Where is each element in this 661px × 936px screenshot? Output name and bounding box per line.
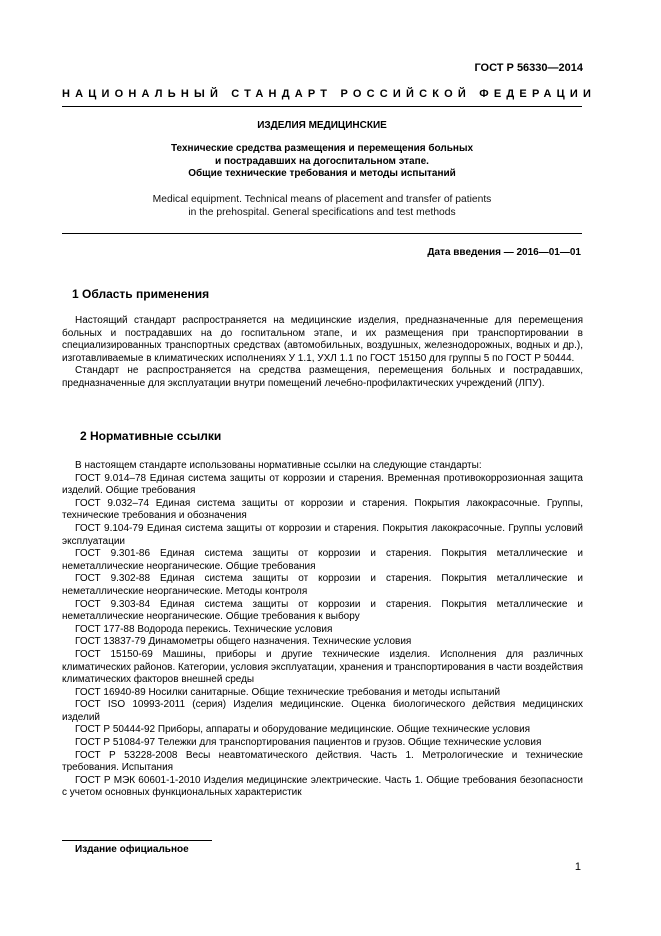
paragraph: Настоящий стандарт распространяется на медицинские изделия, предназначенные для перемещения больных и пострадавших на до госпитальном этапе, и их размещения при транспортировании в специализированных транспортных средствах (автомобильных, воздушных, железнодорожных, водных и др.), изготавливаемые в климатических исполнениях У 1.1, УХЛ 1.1 по ГОСТ 15150 для группы 5 по ГОСТ Р 50444. (62, 315, 583, 364)
footer-rule (62, 840, 212, 841)
reference-item: ГОСТ 9.302-88 Единая система защиты от коррозии и старения. Покрытия металлические и неметаллические неорганические. Методы контроля (62, 573, 583, 597)
reference-item: ГОСТ Р МЭК 60601-1-2010 Изделия медицинские электрические. Часть 1. Общие требования безопасности с учетом основных функциональных характеристик (62, 774, 583, 799)
subtitle-line-2: и пострадавших на догоспитальном этапе. (215, 155, 429, 167)
reference-item: ГОСТ 9.301-86 Единая система защиты от коррозии и старения. Покрытия металлические и неметаллические неорганические. Общие требования (62, 548, 583, 572)
reference-item: ГОСТ 9.032–74 Единая система защиты от коррозии и старения. Покрытия лакокрасочные. Группы, технические требования и обозначения (62, 497, 583, 522)
document-subtitle (62, 143, 582, 181)
paragraph: Стандарт не распространяется на средства размещения, перемещения больных и пострадавших, предназначенные для эксплуатации внутри помещений лечебно-профилактических учреждений (ЛПУ). (62, 365, 583, 389)
reference-item: ГОСТ 9.104-79 Единая система защиты от коррозии и старения. Покрытия лакокрасочные. Группы условий эксплуатации (62, 522, 583, 547)
reference-item: ГОСТ 15150-69 Машины, приборы и другие технические изделия. Исполнения для различных климатических районов. Категории, условия эксплуатации, хранения и транспортирования в части воздействия климатических факторов внешней среды (62, 648, 584, 686)
reference-item: ГОСТ Р 50444-92 Приборы, аппараты и оборудование медицинские. Общие технические условия (75, 724, 531, 736)
section-1-heading: 1 Область применения (72, 287, 210, 301)
document-title: ИЗДЕЛИЯ МЕДИЦИНСКИЕ (257, 120, 387, 131)
reference-item: ГОСТ 16940-89 Носилки санитарные. Общие технические требования и методы испытаний (75, 686, 501, 698)
header-rule-top (62, 106, 582, 107)
reference-item: ГОСТ Р 51084-97 Тележки для транспортирования пациентов и грузов. Общие технические условия (75, 737, 542, 749)
section-2-body (62, 460, 583, 800)
header-rule-bottom (62, 233, 582, 234)
subtitle-line-3: Общие технические требования и методы испытаний (188, 168, 456, 179)
official-edition-label: Издание официальное (75, 844, 189, 855)
english-title (62, 193, 582, 219)
document-code: ГОСТ Р 56330—2014 (474, 62, 583, 74)
national-standard-banner: НАЦИОНАЛЬНЫЙ СТАНДАРТ РОССИЙСКОЙ ФЕДЕРАЦИИ (62, 88, 597, 100)
page-number: 1 (574, 861, 581, 873)
english-title-line-2: in the prehospital. General specifications and test methods (188, 207, 456, 218)
paragraph: В настоящем стандарте использованы нормативные ссылки на следующие стандарты: (75, 460, 482, 471)
reference-item: ГОСТ 177-88 Водорода перекись. Технические условия (75, 623, 333, 635)
reference-item: ГОСТ 13837-79 Динамометры общего назначения. Технические условия (75, 636, 412, 648)
introduction-date: Дата введения — 2016—01—01 (427, 247, 581, 258)
reference-item: ГОСТ 9.014–78 Единая система защиты от коррозии и старения. Временная противокоррозионная защита изделий. Общие требования (62, 472, 583, 497)
reference-item: ГОСТ 9.303-84 Единая система защиты от коррозии и старения. Покрытия металлические и неметаллические неорганические. Общие требования к выбору (62, 598, 583, 623)
section-2-heading: 2 Нормативные ссылки (80, 429, 222, 443)
section-1-body (62, 315, 583, 391)
reference-item: ГОСТ ISO 10993-2011 (серия) Изделия медицинские. Оценка биологического действия медицинских изделий (62, 699, 583, 723)
reference-item: ГОСТ Р 53228-2008 Весы неавтоматического действия. Часть 1. Метрологические и технические требования. Испытания (62, 749, 583, 774)
subtitle-line-1: Технические средства размещения и перемещения больных (170, 143, 474, 154)
english-title-line-1: Medical equipment. Technical means of placement and transfer of patients (152, 194, 492, 205)
